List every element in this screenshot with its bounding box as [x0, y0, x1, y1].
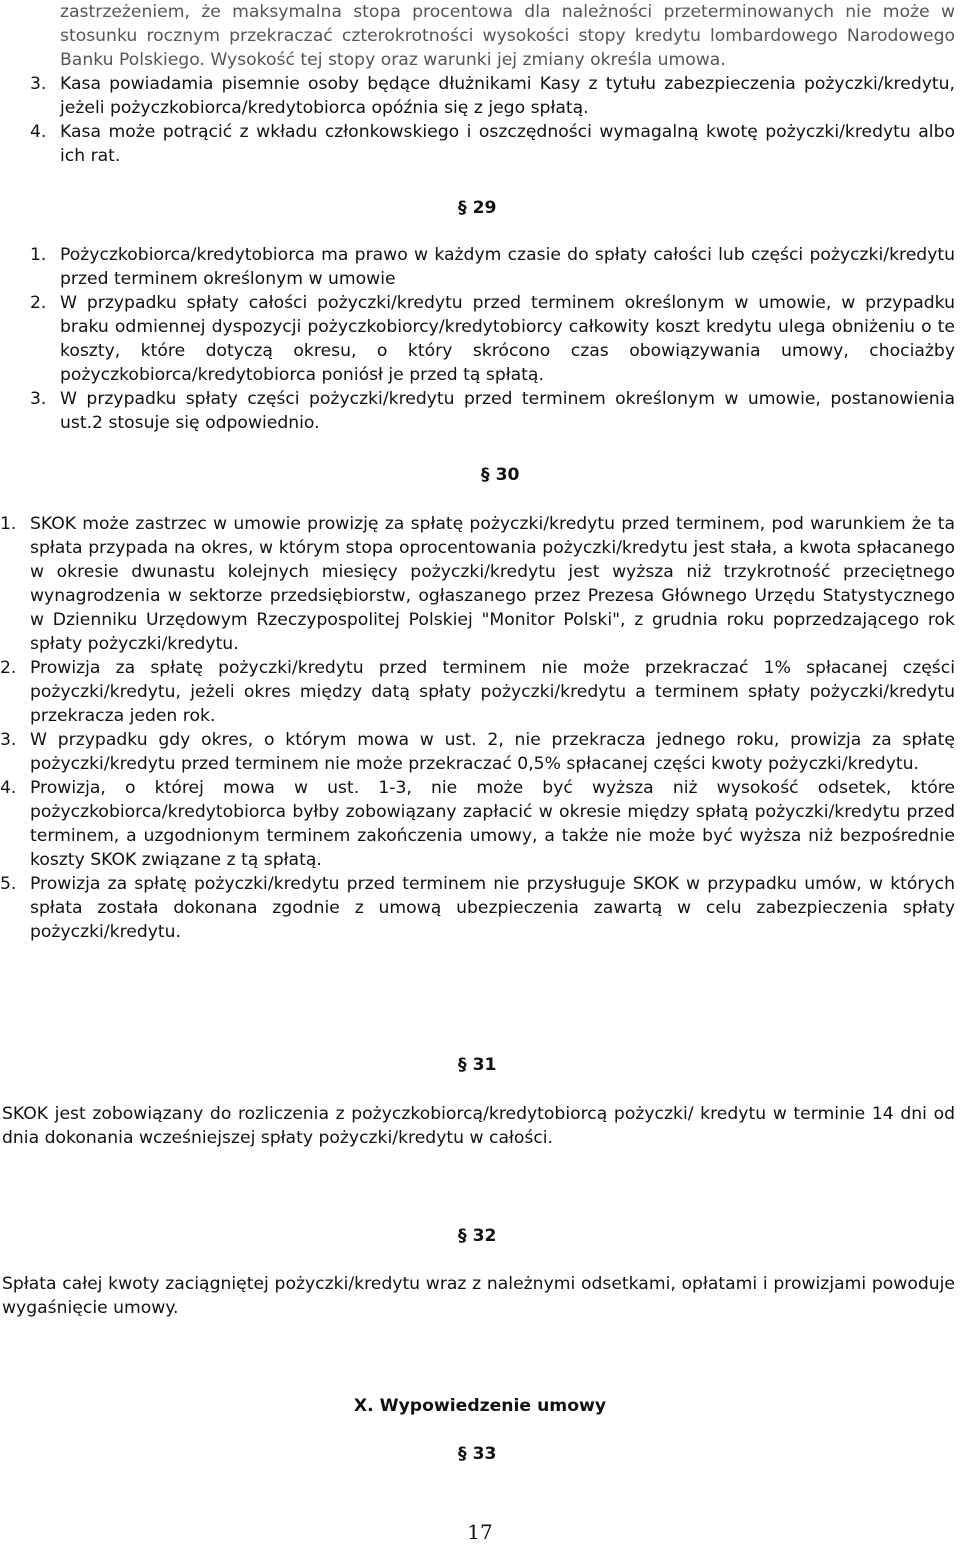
item-text: W przypadku spłaty całości pożyczki/kredytu przed terminem określonym w umowie, w przypadku braku odmiennej dyspozycji pożyczkobiorcy/kredytobiorcy całkowity koszt kredytu ulega obniżeniu o te koszty, które dotyczą okresu, o który skrócono czas obowiązywania umowy, chociażby pożyczkobiorca/kredytobiorca poniósł je przed tą spłatą.: [60, 293, 955, 385]
section-30-label: § 30: [481, 465, 520, 485]
item-text: W przypadku spłaty części pożyczki/kredytu przed terminem określonym w umowie, postanowienia ust.2 stosuje się odpowiednio.: [60, 389, 955, 433]
top-block: [30, 0, 955, 168]
list-item: [0, 872, 955, 944]
item-text: Kasa może potrącić z wkładu członkowskiego i oszczędności wymagalną kwotę pożyczki/kredytu albo ich rat.: [60, 122, 955, 166]
section-31-label: § 31: [458, 1055, 497, 1075]
section-31-paragraph: SKOK jest zobowiązany do rozliczenia z pożyczkobiorcą/kredytobiorcą pożyczki/ kredytu w terminie 14 dni od dnia dokonania wcześniejszej spłaty pożyczki/kredytu w całości.: [2, 1104, 955, 1148]
list-item: [0, 728, 955, 776]
section-29-body: [30, 243, 955, 435]
item-number: 3.: [30, 74, 47, 94]
list-item: [0, 512, 955, 656]
item-number: 1.: [0, 514, 17, 534]
item-text: Prowizja, o której mowa w ust. 1-3, nie może być wyższa niż wysokość odsetek, które pożyczkobiorca/kredytobiorca byłby zobowiązany zapłacić w okresie między spłatą pożyczki/kredytu przed terminem, a uzgodnionym terminem zakończenia umowy, a także nie może być wyższa niż bezpośrednie koszty SKOK związane z tą spłatą.: [30, 778, 955, 870]
continuation-paragraph: zastrzeżeniem, że maksymalna stopa procentowa dla należności przeterminowanych nie może w stosunku rocznym przekraczać czterokrotności wysokości stopy kredytu lombardowego Narodowego Banku Polskiego. Wysokość tej stopy oraz warunki jej zmiany określa umowa.: [60, 2, 955, 70]
section-30-body: [0, 512, 955, 944]
item-text: Pożyczkobiorca/kredytobiorca ma prawo w każdym czasie do spłaty całości lub części pożyczki/kredytu przed terminem określonym w umowie: [60, 245, 955, 289]
chapter-heading: X. Wypowiedzenie umowy: [353, 1396, 607, 1416]
section-32-paragraph: Spłata całej kwoty zaciągniętej pożyczki/kredytu wraz z należnymi odsetkami, opłatami i prowizjami powoduje wygaśnięcie umowy.: [2, 1274, 955, 1318]
item-number: 3.: [30, 389, 47, 409]
item-text: Prowizja za spłatę pożyczki/kredytu przed terminem nie może przekraczać 1% spłacanej części pożyczki/kredytu, jeżeli okres między datą spłaty pożyczki/kredytu a terminem spłaty pożyczki/kredytu przekracza jeden rok.: [30, 658, 955, 726]
list-item: [30, 243, 955, 291]
list-item: [0, 776, 955, 872]
item-text: SKOK może zastrzec w umowie prowizję za spłatę pożyczki/kredytu przed terminem, pod warunkiem że ta spłata przypada na okres, w którym stopa oprocentowania pożyczki/kredytu jest stała, a kwota spłacanego w okresie dwunastu kolejnych miesięcy pożyczki/kredytu jest wyższa niż trzykrotność przeciętnego wynagrodzenia w sektorze przedsiębiorstw, ogłaszanego przez Prezesa Głównego Urzędu Statystycznego w Dzienniku Urzędowym Rzeczypospolitej Polskiej "Monitor Polski", z grudnia roku poprzedzającego rok spłaty pożyczki/kredytu.: [30, 514, 955, 654]
list-item: [30, 291, 955, 387]
list-item: [30, 72, 955, 120]
item-number: 2.: [30, 293, 47, 313]
item-number: 4.: [0, 778, 17, 798]
list-item: [30, 120, 955, 168]
item-text: Kasa powiadamia pisemnie osoby będące dłużnikami Kasy z tytułu zabezpieczenia pożyczki/kredytu, jeżeli pożyczkobiorca/kredytobiorca opóźnia się z jego spłatą.: [60, 74, 955, 118]
list-item: [30, 387, 955, 435]
item-number: 4.: [30, 122, 47, 142]
item-number: 3.: [0, 730, 17, 750]
item-number: 5.: [0, 874, 17, 894]
item-number: 2.: [0, 658, 17, 678]
page-number: 17: [467, 1520, 493, 1544]
section-33-label: § 33: [458, 1444, 497, 1464]
section-29-label: § 29: [458, 198, 497, 218]
item-text: Prowizja za spłatę pożyczki/kredytu przed terminem nie przysługuje SKOK w przypadku umów, w których spłata została dokonana zgodnie z umową ubezpieczenia zawartą w celu zabezpieczenia spłaty pożyczki/kredytu.: [30, 874, 955, 942]
list-item: [0, 656, 955, 728]
item-text: W przypadku gdy okres, o którym mowa w ust. 2, nie przekracza jednego roku, prowizja za spłatę pożyczki/kredytu przed terminem nie może przekraczać 0,5% spłacanej części kwoty pożyczki/kredytu.: [30, 730, 955, 774]
item-number: 1.: [30, 245, 47, 265]
section-32-label: § 32: [458, 1226, 497, 1246]
